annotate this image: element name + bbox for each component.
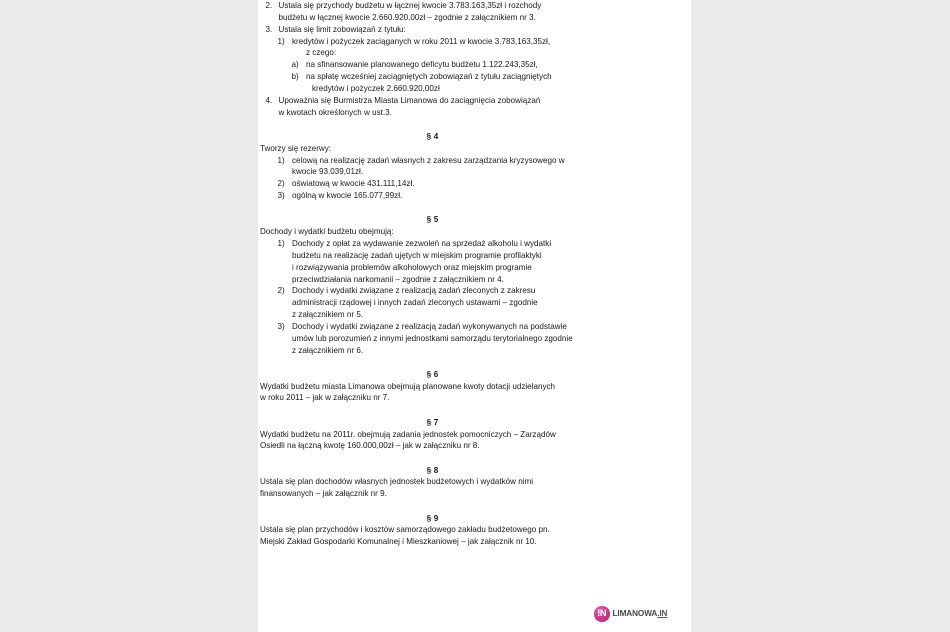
list-item-text: Dochody z opłat za wydawanie zezwoleń na sprzedaż alkoholu i wydatki [292, 238, 552, 248]
list-item [260, 155, 681, 179]
list-item [260, 36, 681, 48]
list-item-text: Ustala się limit zobowiązań z tytułu: [278, 24, 406, 34]
section-heading-7: § 7 [426, 417, 439, 427]
list-item-text-cont: z czego: [306, 48, 337, 58]
section-heading-4: § 4 [426, 131, 439, 141]
list-marker: 3) [277, 191, 285, 201]
section-body-7-cont: Osiedli na łączną kwotę 160.000,00zł – jak w załączniku nr 8. [260, 441, 480, 451]
list-item-text: na sfinansowanie planowanego deficytu budżetu 1.122.243,35zł, [306, 60, 538, 70]
list-item-text-cont: kwocie 93.039,01zł. [292, 167, 364, 177]
section-body-8-cont: finansowanych – jak załącznik nr 9. [260, 489, 387, 499]
section-heading-9: § 9 [426, 513, 439, 523]
list-item-text-cont: umów lub porozumień z innymi jednostkami samorządu terytorialnego zgodnie [292, 333, 573, 343]
list-item [260, 178, 681, 190]
list-item [260, 285, 681, 321]
list-item [260, 59, 681, 71]
list-item-text: Dochody i wydatki związane z realizacją zadań wykonywanych na podstawie [292, 321, 567, 331]
list-item [260, 0, 681, 24]
list-item [260, 95, 681, 119]
list-item-text-cont: budżetu w łącznej kwocie 2.660.920,00zł – zgodnie z załącznikiem nr 3. [278, 12, 536, 22]
spacer [260, 500, 681, 512]
section-heading-5: § 5 [426, 215, 439, 225]
limanowa-in-badge-icon: !N [594, 606, 610, 622]
list-marker: 1) [277, 36, 285, 46]
list-marker: 2) [277, 179, 285, 189]
list-item [260, 238, 681, 285]
list-item-text-cont: przeciwdziałania narkomanii – zgodnie z załącznikiem nr 4. [292, 274, 504, 284]
list-item-text-cont: budżetu na realizację zadań ujętych w miejskim programie profilaktyki [292, 250, 542, 260]
limanowa-in-wordmark [613, 609, 668, 618]
spacer [260, 356, 681, 368]
list-item-text: oświatową w kwocie 431.111,14zł. [292, 179, 415, 189]
list-item-text: kredytów i pożyczek zaciąganych w roku 2011 w kwocie 3.783,163,35zł, [292, 36, 551, 46]
list-item-text-cont: administracji rządowej i innych zadań zleconych ustawami – zgodnie [292, 298, 538, 308]
list-item [260, 71, 681, 83]
list-marker: 1) [277, 155, 285, 165]
list-marker: 2. [265, 1, 273, 10]
list-marker: 4. [265, 95, 273, 105]
list-item-text-cont: z załącznikiem nr 6. [292, 345, 364, 355]
document-page [258, 0, 691, 632]
section-intro-4: Tworzy się rezerwy: [260, 143, 332, 153]
spacer [260, 118, 681, 130]
list-marker: b) [291, 72, 299, 82]
page-content [260, 0, 681, 548]
section-body-7: Wydatki budżetu na 2011r. obejmują zadania jednostek pomocniczych – Zarządów [260, 429, 556, 439]
section-body-8: Ustala się plan dochodów własnych jednostek budżetowych i wydatków nimi [260, 477, 534, 487]
section-body-6: Wydatki budżetu miasta Limanowa obejmują planowane kwoty dotacji udzielanych [260, 381, 556, 391]
list-marker: 2) [277, 286, 285, 296]
section-body-6-cont: w roku 2011 – jak w załączniku nr 7. [260, 393, 390, 403]
list-item-text: ogólną w kwocie 165.077,99zł. [292, 191, 403, 201]
section-heading-6: § 6 [426, 369, 439, 379]
list-item-text: na spłatę wcześniej zaciągniętych zobowiązań z tytułu zaciągniętych [306, 72, 552, 82]
section-body-9: Ustala się plan przychodów i kosztów samorządowego zakładu budżetowego pn. [260, 525, 550, 535]
wordmark-name: LIMANOWA [612, 609, 658, 619]
list-item-text-cont: w kwotach określonych w ust.3. [278, 107, 392, 117]
list-item-text-cont: i rozwiązywania problemów alkoholowych oraz miejskim programie [292, 262, 532, 272]
list-item-text: Dochody i wydatki związane z realizacją zadań zleconych z zakresu [292, 286, 536, 296]
list-item-text-cont: z załącznikiem nr 5. [292, 310, 364, 320]
list-item [260, 190, 681, 202]
list-item-text: Upoważnia się Burmistrza Miasta Limanowa do zaciągnięcia zobowiązań [278, 95, 541, 105]
list-item-text: Ustala się przychody budżetu w łącznej kwocie 3.783.163,35zł i rozchody [278, 1, 542, 10]
list-marker: 3) [277, 321, 285, 331]
list-marker: 1) [277, 238, 285, 248]
wordmark-tld: .IN [657, 609, 668, 619]
spacer [260, 452, 681, 464]
list-item-text-cont: kredytów i pożyczek 2.660.920,00zł [312, 83, 440, 93]
list-item [260, 321, 681, 357]
limanowa-in-watermark [594, 606, 667, 622]
list-item-text: celową na realizację zadań własnych z zakresu zarządzania kryzysowego w [292, 155, 565, 165]
spacer [260, 404, 681, 416]
section-intro-5: Dochody i wydatki budżetu obejmują: [260, 227, 394, 237]
section-body-9-cont: Miejski Zakład Gospodarki Komunalnej i Mieszkaniowej – jak załącznik nr 10. [260, 537, 537, 547]
list-marker: 3. [265, 24, 273, 34]
list-item [260, 24, 681, 36]
section-heading-8: § 8 [426, 465, 439, 475]
spacer [260, 202, 681, 214]
list-marker: a) [291, 60, 299, 70]
